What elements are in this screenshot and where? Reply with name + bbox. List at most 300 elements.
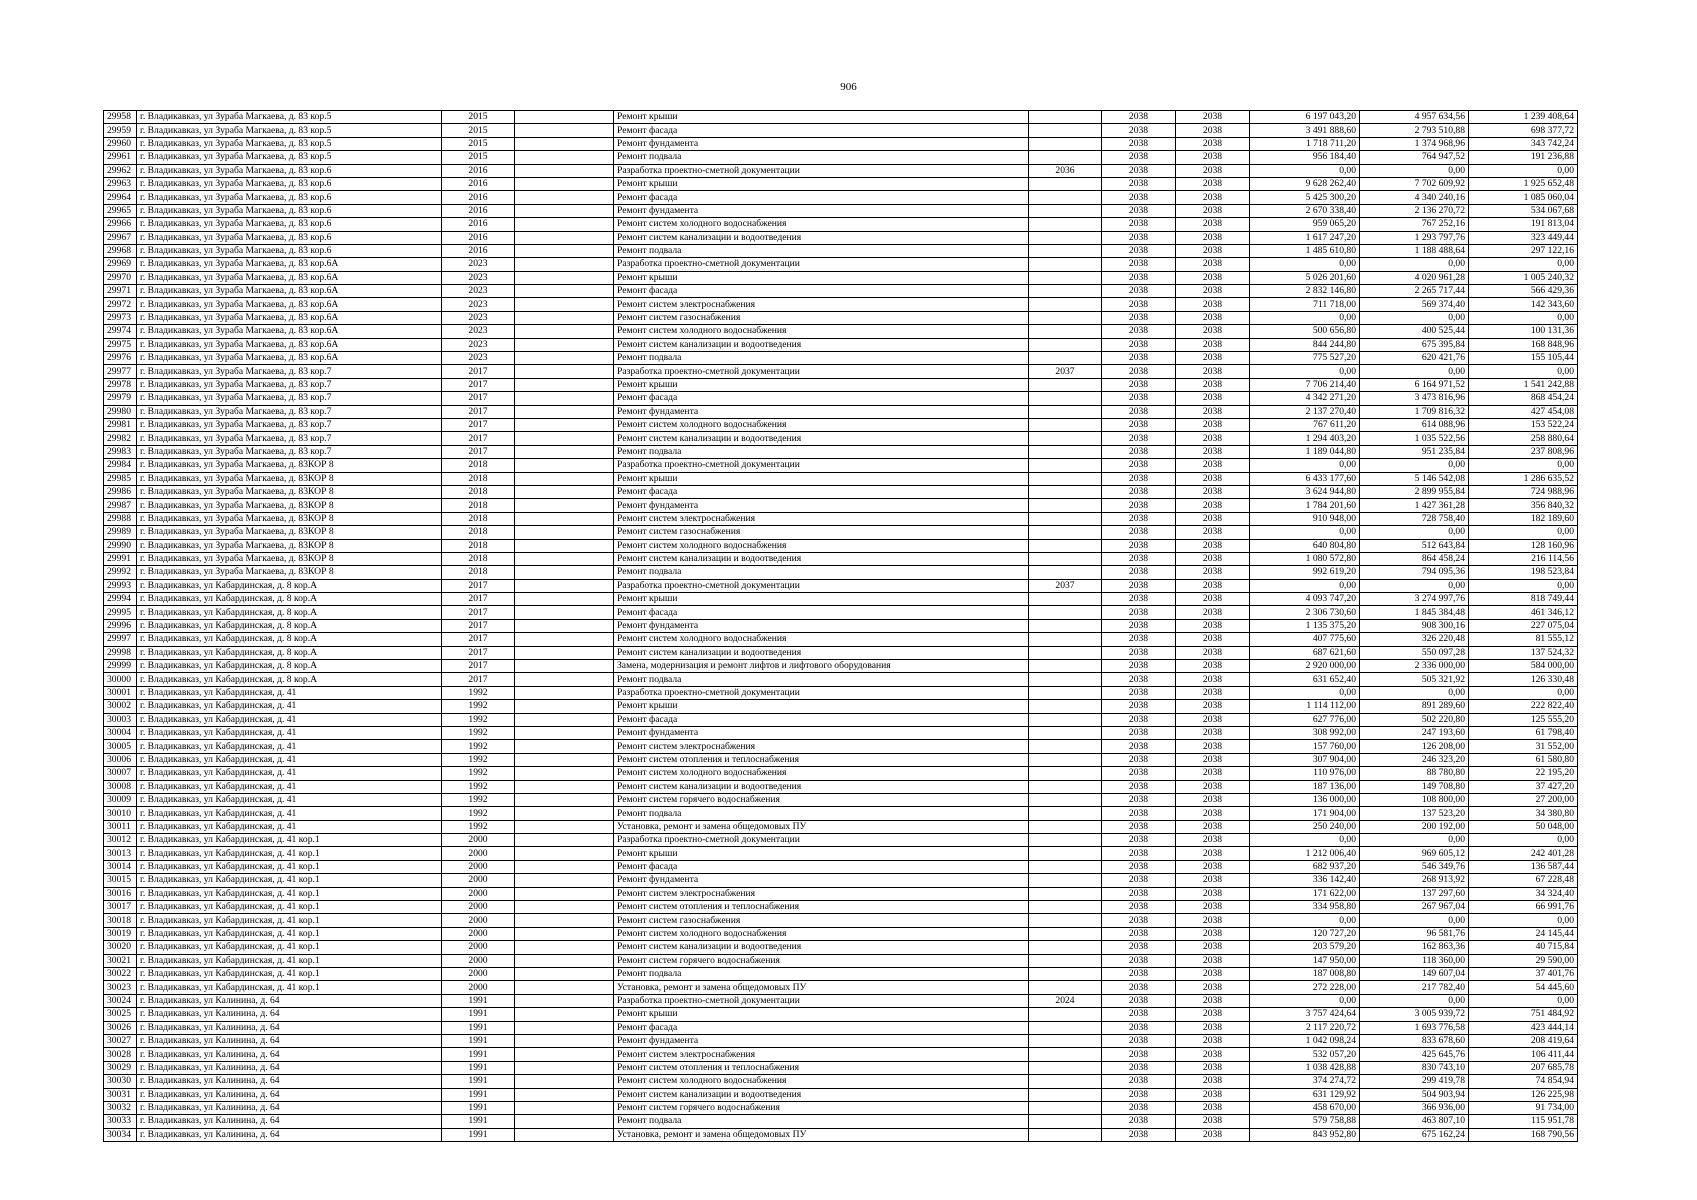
year-cell: 2000 xyxy=(442,941,515,954)
work-type-cell: Ремонт крыши xyxy=(614,378,1029,391)
work-type-cell: Ремонт подвала xyxy=(614,968,1029,981)
table-row xyxy=(104,1101,1578,1114)
table-row xyxy=(104,405,1578,418)
address-cell: г. Владикавказ, ул Зураба Магкаева, д. 83КОР 8 xyxy=(137,485,442,498)
plan-year-cell: 2037 xyxy=(1029,365,1102,378)
plan-year-cell xyxy=(1029,1088,1102,1101)
row-id-cell: 30003 xyxy=(104,713,137,726)
period-start-cell: 2038 xyxy=(1102,968,1176,981)
owner-share-cell: 427 454,08 xyxy=(1469,405,1578,418)
row-id-cell: 30001 xyxy=(104,686,137,699)
work-type-cell: Ремонт подвала xyxy=(614,807,1029,820)
address-cell: г. Владикавказ, ул Зураба Магкаева, д. 83КОР 8 xyxy=(137,472,442,485)
fund-share-cell: 425 645,76 xyxy=(1360,1048,1469,1061)
work-type-cell: Ремонт фасада xyxy=(614,191,1029,204)
plan-year-cell: 2036 xyxy=(1029,164,1102,177)
address-cell: г. Владикавказ, ул Кабардинская, д. 41 кор.1 xyxy=(137,941,442,954)
fund-share-cell: 247 193,60 xyxy=(1360,726,1469,739)
empty-cell xyxy=(515,124,614,137)
year-cell: 2017 xyxy=(442,418,515,431)
period-start-cell: 2038 xyxy=(1102,1115,1176,1128)
work-type-cell: Ремонт систем холодного водоснабжения xyxy=(614,927,1029,940)
fund-share-cell: 3 274 997,76 xyxy=(1360,593,1469,606)
row-id-cell: 29961 xyxy=(104,151,137,164)
period-start-cell: 2038 xyxy=(1102,1008,1176,1021)
owner-share-cell: 356 840,32 xyxy=(1469,499,1578,512)
work-type-cell: Ремонт фундамента xyxy=(614,405,1029,418)
fund-share-cell: 1 293 797,76 xyxy=(1360,231,1469,244)
empty-cell xyxy=(515,432,614,445)
row-id-cell: 29962 xyxy=(104,164,137,177)
total-cost-cell: 2 920 000,00 xyxy=(1250,660,1360,673)
work-type-cell: Ремонт фасада xyxy=(614,606,1029,619)
address-cell: г. Владикавказ, ул Зураба Магкаева, д. 83КОР 8 xyxy=(137,526,442,539)
period-end-cell: 2038 xyxy=(1176,1115,1250,1128)
work-type-cell: Ремонт крыши xyxy=(614,593,1029,606)
work-type-cell: Ремонт подвала xyxy=(614,244,1029,257)
owner-share-cell: 24 145,44 xyxy=(1469,927,1578,940)
address-cell: г. Владикавказ, ул Зураба Магкаева, д. 83КОР 8 xyxy=(137,499,442,512)
owner-share-cell: 125 555,20 xyxy=(1469,713,1578,726)
total-cost-cell: 0,00 xyxy=(1250,311,1360,324)
period-end-cell: 2038 xyxy=(1176,405,1250,418)
row-id-cell: 30011 xyxy=(104,820,137,833)
row-id-cell: 29972 xyxy=(104,298,137,311)
owner-share-cell: 0,00 xyxy=(1469,994,1578,1007)
empty-cell xyxy=(515,807,614,820)
empty-cell xyxy=(515,244,614,257)
address-cell: г. Владикавказ, ул Зураба Магкаева, д. 83 кор.6 xyxy=(137,218,442,231)
owner-share-cell: 216 114,56 xyxy=(1469,552,1578,565)
empty-cell xyxy=(515,673,614,686)
fund-share-cell: 0,00 xyxy=(1360,258,1469,271)
fund-share-cell: 504 903,94 xyxy=(1360,1088,1469,1101)
fund-share-cell: 2 265 717,44 xyxy=(1360,285,1469,298)
work-type-cell: Ремонт фасада xyxy=(614,124,1029,137)
row-id-cell: 29989 xyxy=(104,526,137,539)
owner-share-cell: 37 401,76 xyxy=(1469,968,1578,981)
table-row xyxy=(104,713,1578,726)
empty-cell xyxy=(515,177,614,190)
fund-share-cell: 620 421,76 xyxy=(1360,352,1469,365)
fund-share-cell: 299 419,78 xyxy=(1360,1075,1469,1088)
fund-share-cell: 6 164 971,52 xyxy=(1360,378,1469,391)
owner-share-cell: 34 324,40 xyxy=(1469,887,1578,900)
address-cell: г. Владикавказ, ул Кабардинская, д. 8 кор.А xyxy=(137,593,442,606)
address-cell: г. Владикавказ, ул Калинина, д. 64 xyxy=(137,1101,442,1114)
total-cost-cell: 775 527,20 xyxy=(1250,352,1360,365)
empty-cell xyxy=(515,901,614,914)
period-start-cell: 2038 xyxy=(1102,847,1176,860)
empty-cell xyxy=(515,860,614,873)
plan-year-cell xyxy=(1029,285,1102,298)
empty-cell xyxy=(515,1061,614,1074)
row-id-cell: 30019 xyxy=(104,927,137,940)
row-id-cell: 30027 xyxy=(104,1034,137,1047)
work-type-cell: Ремонт фасада xyxy=(614,285,1029,298)
address-cell: г. Владикавказ, ул Зураба Магкаева, д. 83 кор.7 xyxy=(137,445,442,458)
period-end-cell: 2038 xyxy=(1176,1021,1250,1034)
year-cell: 2015 xyxy=(442,137,515,150)
empty-cell xyxy=(515,499,614,512)
period-end-cell: 2038 xyxy=(1176,619,1250,632)
empty-cell xyxy=(515,365,614,378)
work-type-cell: Ремонт систем электроснабжения xyxy=(614,512,1029,525)
work-type-cell: Разработка проектно-сметной документации xyxy=(614,579,1029,592)
row-id-cell: 30015 xyxy=(104,874,137,887)
period-start-cell: 2038 xyxy=(1102,298,1176,311)
owner-share-cell: 128 160,96 xyxy=(1469,539,1578,552)
fund-share-cell: 200 192,00 xyxy=(1360,820,1469,833)
table-row xyxy=(104,552,1578,565)
address-cell: г. Владикавказ, ул Калинина, д. 64 xyxy=(137,1075,442,1088)
year-cell: 2018 xyxy=(442,459,515,472)
row-id-cell: 29958 xyxy=(104,111,137,124)
fund-share-cell: 0,00 xyxy=(1360,311,1469,324)
year-cell: 2000 xyxy=(442,860,515,873)
period-start-cell: 2038 xyxy=(1102,1101,1176,1114)
empty-cell xyxy=(515,726,614,739)
empty-cell xyxy=(515,164,614,177)
work-type-cell: Ремонт систем горячего водоснабжения xyxy=(614,793,1029,806)
fund-share-cell: 0,00 xyxy=(1360,994,1469,1007)
table-row xyxy=(104,619,1578,632)
period-start-cell: 2038 xyxy=(1102,1088,1176,1101)
row-id-cell: 30026 xyxy=(104,1021,137,1034)
empty-cell xyxy=(515,606,614,619)
owner-share-cell: 0,00 xyxy=(1469,834,1578,847)
total-cost-cell: 3 491 888,60 xyxy=(1250,124,1360,137)
total-cost-cell: 1 784 201,60 xyxy=(1250,499,1360,512)
year-cell: 1991 xyxy=(442,1061,515,1074)
total-cost-cell: 1 294 403,20 xyxy=(1250,432,1360,445)
address-cell: г. Владикавказ, ул Калинина, д. 64 xyxy=(137,1021,442,1034)
empty-cell xyxy=(515,633,614,646)
table-row xyxy=(104,860,1578,873)
period-start-cell: 2038 xyxy=(1102,606,1176,619)
year-cell: 1991 xyxy=(442,1048,515,1061)
plan-year-cell xyxy=(1029,860,1102,873)
total-cost-cell: 6 197 043,20 xyxy=(1250,111,1360,124)
table-row xyxy=(104,1048,1578,1061)
row-id-cell: 29980 xyxy=(104,405,137,418)
row-id-cell: 29979 xyxy=(104,392,137,405)
period-start-cell: 2038 xyxy=(1102,191,1176,204)
owner-share-cell: 0,00 xyxy=(1469,914,1578,927)
fund-share-cell: 0,00 xyxy=(1360,579,1469,592)
year-cell: 2000 xyxy=(442,968,515,981)
table-row xyxy=(104,137,1578,150)
address-cell: г. Владикавказ, ул Кабардинская, д. 41 кор.1 xyxy=(137,901,442,914)
address-cell: г. Владикавказ, ул Зураба Магкаева, д. 83 кор.5 xyxy=(137,111,442,124)
fund-share-cell: 0,00 xyxy=(1360,164,1469,177)
fund-share-cell: 96 581,76 xyxy=(1360,927,1469,940)
period-start-cell: 2038 xyxy=(1102,405,1176,418)
fund-share-cell: 1 427 361,28 xyxy=(1360,499,1469,512)
total-cost-cell: 0,00 xyxy=(1250,526,1360,539)
table-row xyxy=(104,445,1578,458)
total-cost-cell: 7 706 214,40 xyxy=(1250,378,1360,391)
year-cell: 1992 xyxy=(442,726,515,739)
empty-cell xyxy=(515,1128,614,1141)
period-start-cell: 2038 xyxy=(1102,445,1176,458)
table-row xyxy=(104,285,1578,298)
period-end-cell: 2038 xyxy=(1176,485,1250,498)
owner-share-cell: 868 454,24 xyxy=(1469,392,1578,405)
page-number: 906 xyxy=(840,81,857,93)
period-end-cell: 2038 xyxy=(1176,552,1250,565)
plan-year-cell: 2024 xyxy=(1029,994,1102,1007)
empty-cell xyxy=(515,191,614,204)
row-id-cell: 30025 xyxy=(104,1008,137,1021)
address-cell: г. Владикавказ, ул Калинина, д. 64 xyxy=(137,994,442,1007)
empty-cell xyxy=(515,552,614,565)
year-cell: 2023 xyxy=(442,285,515,298)
total-cost-cell: 272 228,00 xyxy=(1250,981,1360,994)
year-cell: 2016 xyxy=(442,244,515,257)
year-cell: 2016 xyxy=(442,177,515,190)
table-row xyxy=(104,579,1578,592)
plan-year-cell xyxy=(1029,673,1102,686)
fund-share-cell: 268 913,92 xyxy=(1360,874,1469,887)
plan-year-cell xyxy=(1029,392,1102,405)
year-cell: 1991 xyxy=(442,1075,515,1088)
work-type-cell: Ремонт систем электроснабжения xyxy=(614,1048,1029,1061)
empty-cell xyxy=(515,151,614,164)
year-cell: 1992 xyxy=(442,700,515,713)
table-row xyxy=(104,793,1578,806)
table-row xyxy=(104,338,1578,351)
total-cost-cell: 308 992,00 xyxy=(1250,726,1360,739)
owner-share-cell: 1 925 652,48 xyxy=(1469,177,1578,190)
period-start-cell: 2038 xyxy=(1102,472,1176,485)
table-row xyxy=(104,164,1578,177)
total-cost-cell: 1 080 572,80 xyxy=(1250,552,1360,565)
table-row xyxy=(104,994,1578,1007)
period-start-cell: 2038 xyxy=(1102,753,1176,766)
table-body xyxy=(104,111,1578,1142)
row-id-cell: 29998 xyxy=(104,646,137,659)
work-type-cell: Ремонт фасада xyxy=(614,392,1029,405)
period-end-cell: 2038 xyxy=(1176,726,1250,739)
fund-share-cell: 767 252,16 xyxy=(1360,218,1469,231)
period-start-cell: 2038 xyxy=(1102,151,1176,164)
owner-share-cell: 0,00 xyxy=(1469,365,1578,378)
work-type-cell: Разработка проектно-сметной документации xyxy=(614,164,1029,177)
period-end-cell: 2038 xyxy=(1176,1075,1250,1088)
owner-share-cell: 227 075,04 xyxy=(1469,619,1578,632)
plan-year-cell: 2037 xyxy=(1029,579,1102,592)
work-type-cell: Ремонт систем канализации и водоотведения xyxy=(614,1088,1029,1101)
address-cell: г. Владикавказ, ул Зураба Магкаева, д. 83 кор.5 xyxy=(137,124,442,137)
empty-cell xyxy=(515,793,614,806)
fund-share-cell: 149 607,04 xyxy=(1360,968,1469,981)
empty-cell xyxy=(515,218,614,231)
work-type-cell: Ремонт систем газоснабжения xyxy=(614,526,1029,539)
table-row xyxy=(104,700,1578,713)
year-cell: 2018 xyxy=(442,472,515,485)
total-cost-cell: 0,00 xyxy=(1250,459,1360,472)
address-cell: г. Владикавказ, ул Кабардинская, д. 41 кор.1 xyxy=(137,847,442,860)
period-end-cell: 2038 xyxy=(1176,338,1250,351)
year-cell: 2018 xyxy=(442,539,515,552)
period-start-cell: 2038 xyxy=(1102,566,1176,579)
period-end-cell: 2038 xyxy=(1176,472,1250,485)
work-type-cell: Ремонт систем электроснабжения xyxy=(614,887,1029,900)
table-row xyxy=(104,954,1578,967)
work-type-cell: Ремонт фасада xyxy=(614,713,1029,726)
period-start-cell: 2038 xyxy=(1102,164,1176,177)
row-id-cell: 30002 xyxy=(104,700,137,713)
year-cell: 2000 xyxy=(442,927,515,940)
table-row xyxy=(104,593,1578,606)
address-cell: г. Владикавказ, ул Зураба Магкаева, д. 83 кор.6 xyxy=(137,177,442,190)
fund-share-cell: 546 349,76 xyxy=(1360,860,1469,873)
plan-year-cell xyxy=(1029,820,1102,833)
address-cell: г. Владикавказ, ул Зураба Магкаева, д. 83 кор.6 xyxy=(137,231,442,244)
year-cell: 2015 xyxy=(442,124,515,137)
fund-share-cell: 1 693 776,58 xyxy=(1360,1021,1469,1034)
period-end-cell: 2038 xyxy=(1176,1101,1250,1114)
plan-year-cell xyxy=(1029,472,1102,485)
plan-year-cell xyxy=(1029,418,1102,431)
year-cell: 2000 xyxy=(442,887,515,900)
period-start-cell: 2038 xyxy=(1102,1034,1176,1047)
fund-share-cell: 764 947,52 xyxy=(1360,151,1469,164)
year-cell: 1991 xyxy=(442,1034,515,1047)
owner-share-cell: 74 854,94 xyxy=(1469,1075,1578,1088)
address-cell: г. Владикавказ, ул Зураба Магкаева, д. 83 кор.7 xyxy=(137,365,442,378)
period-end-cell: 2038 xyxy=(1176,847,1250,860)
address-cell: г. Владикавказ, ул Кабардинская, д. 8 кор.А xyxy=(137,579,442,592)
year-cell: 2023 xyxy=(442,271,515,284)
address-cell: г. Владикавказ, ул Кабардинская, д. 41 кор.1 xyxy=(137,914,442,927)
address-cell: г. Владикавказ, ул Кабардинская, д. 41 xyxy=(137,753,442,766)
plan-year-cell xyxy=(1029,767,1102,780)
total-cost-cell: 1 042 098,24 xyxy=(1250,1034,1360,1047)
address-cell: г. Владикавказ, ул Кабардинская, д. 41 xyxy=(137,740,442,753)
table-row xyxy=(104,365,1578,378)
year-cell: 1992 xyxy=(442,820,515,833)
address-cell: г. Владикавказ, ул Зураба Магкаева, д. 83 кор.6А xyxy=(137,271,442,284)
period-end-cell: 2038 xyxy=(1176,753,1250,766)
row-id-cell: 30012 xyxy=(104,834,137,847)
total-cost-cell: 956 184,40 xyxy=(1250,151,1360,164)
address-cell: г. Владикавказ, ул Зураба Магкаева, д. 83КОР 8 xyxy=(137,552,442,565)
address-cell: г. Владикавказ, ул Кабардинская, д. 41 xyxy=(137,780,442,793)
period-end-cell: 2038 xyxy=(1176,164,1250,177)
period-start-cell: 2038 xyxy=(1102,204,1176,217)
period-start-cell: 2038 xyxy=(1102,499,1176,512)
period-end-cell: 2038 xyxy=(1176,285,1250,298)
row-id-cell: 30008 xyxy=(104,780,137,793)
total-cost-cell: 627 776,00 xyxy=(1250,713,1360,726)
period-start-cell: 2038 xyxy=(1102,619,1176,632)
owner-share-cell: 1 286 635,52 xyxy=(1469,472,1578,485)
period-start-cell: 2038 xyxy=(1102,767,1176,780)
owner-share-cell: 153 522,24 xyxy=(1469,418,1578,431)
row-id-cell: 29960 xyxy=(104,137,137,150)
period-start-cell: 2038 xyxy=(1102,874,1176,887)
fund-share-cell: 951 235,84 xyxy=(1360,445,1469,458)
plan-year-cell xyxy=(1029,954,1102,967)
fund-share-cell: 246 323,20 xyxy=(1360,753,1469,766)
work-type-cell: Ремонт крыши xyxy=(614,847,1029,860)
fund-share-cell: 614 088,96 xyxy=(1360,418,1469,431)
plan-year-cell xyxy=(1029,686,1102,699)
total-cost-cell: 334 958,80 xyxy=(1250,901,1360,914)
owner-share-cell: 1 085 060,04 xyxy=(1469,191,1578,204)
year-cell: 2016 xyxy=(442,191,515,204)
period-end-cell: 2038 xyxy=(1176,968,1250,981)
period-end-cell: 2038 xyxy=(1176,593,1250,606)
work-type-cell: Замена, модернизация и ремонт лифтов и лифтового оборудования xyxy=(614,660,1029,673)
total-cost-cell: 147 950,00 xyxy=(1250,954,1360,967)
address-cell: г. Владикавказ, ул Калинина, д. 64 xyxy=(137,1115,442,1128)
year-cell: 2018 xyxy=(442,499,515,512)
row-id-cell: 30024 xyxy=(104,994,137,1007)
year-cell: 2000 xyxy=(442,834,515,847)
table-row xyxy=(104,874,1578,887)
table-row xyxy=(104,392,1578,405)
plan-year-cell xyxy=(1029,1128,1102,1141)
period-start-cell: 2038 xyxy=(1102,552,1176,565)
plan-year-cell xyxy=(1029,151,1102,164)
period-start-cell: 2038 xyxy=(1102,258,1176,271)
row-id-cell: 30033 xyxy=(104,1115,137,1128)
row-id-cell: 30010 xyxy=(104,807,137,820)
address-cell: г. Владикавказ, ул Зураба Магкаева, д. 83 кор.5 xyxy=(137,137,442,150)
period-start-cell: 2038 xyxy=(1102,271,1176,284)
plan-year-cell xyxy=(1029,914,1102,927)
empty-cell xyxy=(515,954,614,967)
empty-cell xyxy=(515,1115,614,1128)
address-cell: г. Владикавказ, ул Зураба Магкаева, д. 83КОР 8 xyxy=(137,539,442,552)
fund-share-cell: 0,00 xyxy=(1360,365,1469,378)
table-row xyxy=(104,378,1578,391)
total-cost-cell: 2 137 270,40 xyxy=(1250,405,1360,418)
total-cost-cell: 843 952,80 xyxy=(1250,1128,1360,1141)
period-start-cell: 2038 xyxy=(1102,713,1176,726)
owner-share-cell: 91 734,00 xyxy=(1469,1101,1578,1114)
empty-cell xyxy=(515,566,614,579)
period-start-cell: 2038 xyxy=(1102,418,1176,431)
plan-year-cell xyxy=(1029,499,1102,512)
address-cell: г. Владикавказ, ул Зураба Магкаева, д. 83 кор.6А xyxy=(137,311,442,324)
owner-share-cell: 0,00 xyxy=(1469,258,1578,271)
plan-year-cell xyxy=(1029,793,1102,806)
address-cell: г. Владикавказ, ул Кабардинская, д. 8 кор.А xyxy=(137,673,442,686)
period-end-cell: 2038 xyxy=(1176,860,1250,873)
plan-year-cell xyxy=(1029,1048,1102,1061)
period-end-cell: 2038 xyxy=(1176,1034,1250,1047)
year-cell: 2000 xyxy=(442,914,515,927)
plan-year-cell xyxy=(1029,218,1102,231)
owner-share-cell: 584 000,00 xyxy=(1469,660,1578,673)
table-row xyxy=(104,231,1578,244)
address-cell: г. Владикавказ, ул Зураба Магкаева, д. 83 кор.7 xyxy=(137,432,442,445)
row-id-cell: 29990 xyxy=(104,539,137,552)
period-end-cell: 2038 xyxy=(1176,579,1250,592)
year-cell: 1992 xyxy=(442,713,515,726)
plan-year-cell xyxy=(1029,700,1102,713)
work-type-cell: Ремонт фасада xyxy=(614,1021,1029,1034)
total-cost-cell: 0,00 xyxy=(1250,834,1360,847)
empty-cell xyxy=(515,258,614,271)
period-start-cell: 2038 xyxy=(1102,740,1176,753)
fund-share-cell: 3 473 816,96 xyxy=(1360,392,1469,405)
row-id-cell: 29993 xyxy=(104,579,137,592)
